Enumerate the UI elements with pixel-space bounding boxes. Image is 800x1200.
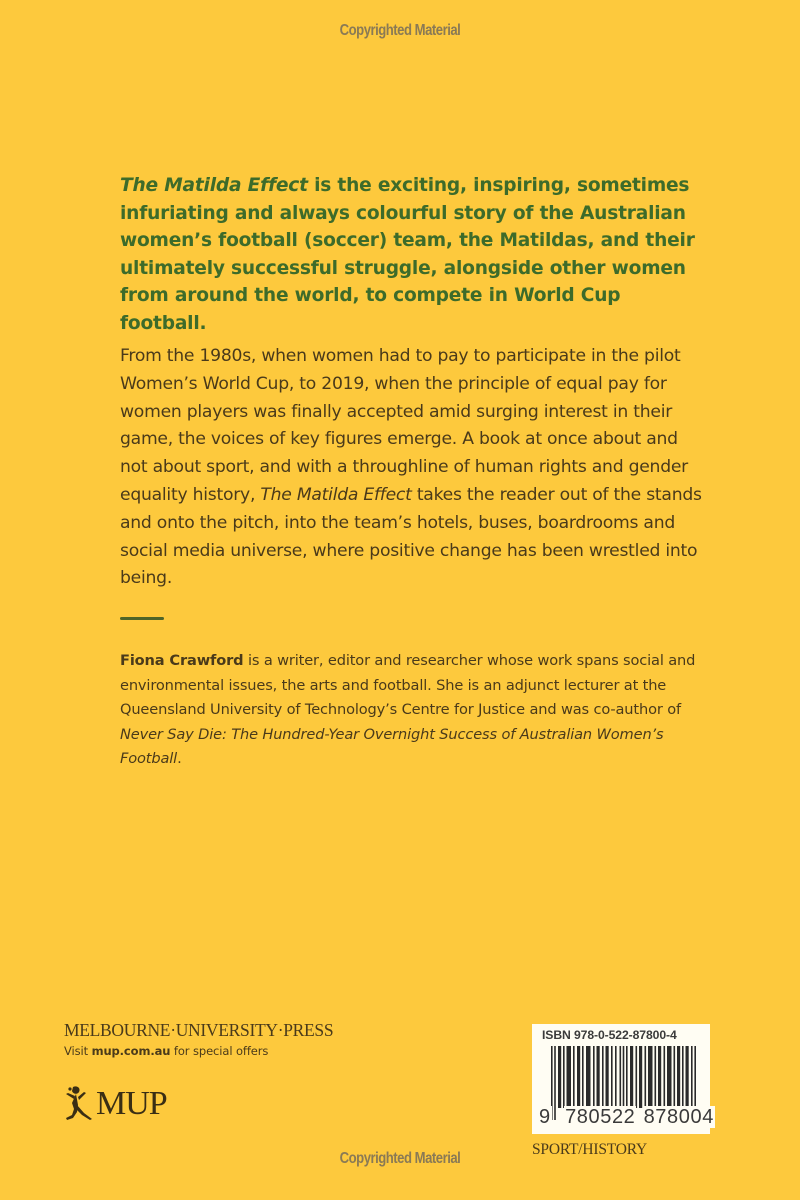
- barcode-digits-group2: 878004: [643, 1106, 714, 1128]
- barcode-digits: [538, 1106, 715, 1129]
- publisher-name: MELBOURNE·UNIVERSITY·PRESS: [64, 1020, 334, 1040]
- copyright-watermark-top: Copyrighted Material: [339, 22, 461, 39]
- publisher-url: mup.com.au: [91, 1044, 171, 1058]
- blurb-text: is the exciting, inspiring, sometimes infuriating and always colourful story of the Australian women’s football (soccer) team, the Matildas, and their ultimately successful struggle, alongside other women from around the world, to compete in World Cup football.: [120, 175, 695, 334]
- book-title-italic: The Matilda Effect: [120, 175, 308, 196]
- barcode-digits-group1: 780522: [565, 1106, 636, 1128]
- isbn-label: ISBN 978-0-522-87800-4: [542, 1028, 677, 1042]
- author-name: Fiona Crawford: [120, 652, 244, 669]
- author-bio-text: is a writer, editor and researcher whose work spans social and environmental issues, the arts and football. She is an adjunct lecturer at the Queensland University of Technology’s Centre for Justice and was co-author of: [120, 652, 696, 718]
- mup-logo: [64, 1085, 167, 1121]
- description-part2: takes the reader out of the stands and onto the pitch, into the team’s hotels, buses, boardrooms and social media universe, where positive change has been wrestled into being.: [120, 484, 702, 589]
- visit-prefix: Visit: [64, 1044, 92, 1058]
- barcode-digit-first: 9: [539, 1106, 551, 1128]
- author-bio: [120, 649, 710, 772]
- category-label: SPORT/HISTORY: [532, 1141, 648, 1158]
- blurb-paragraph: [120, 172, 700, 337]
- previous-book-title: Never Say Die: The Hundred-Year Overnight Success of Australian Women’s Football: [120, 725, 664, 767]
- mup-wordmark: MUP: [96, 1085, 167, 1122]
- isbn-barcode: [532, 1024, 714, 1134]
- copyright-watermark-bottom: Copyrighted Material: [339, 1150, 461, 1167]
- publisher-visit-line: [64, 1044, 268, 1058]
- author-bio-end: .: [177, 750, 182, 767]
- visit-suffix: for special offers: [170, 1044, 269, 1058]
- section-divider: [120, 617, 164, 620]
- book-title-italic: The Matilda Effect: [260, 484, 412, 505]
- description-part1: From the 1980s, when women had to pay to participate in the pilot Women’s World Cup, to 2019, when the principle of equal pay for women players was finally accepted amid surging interest in their game, the voices of key figures emerge. A book at once about and not about sport, and with a throughline of human rights and gender equality history,: [120, 346, 688, 505]
- description-paragraph: [120, 343, 710, 593]
- mup-figure-icon: [64, 1085, 98, 1121]
